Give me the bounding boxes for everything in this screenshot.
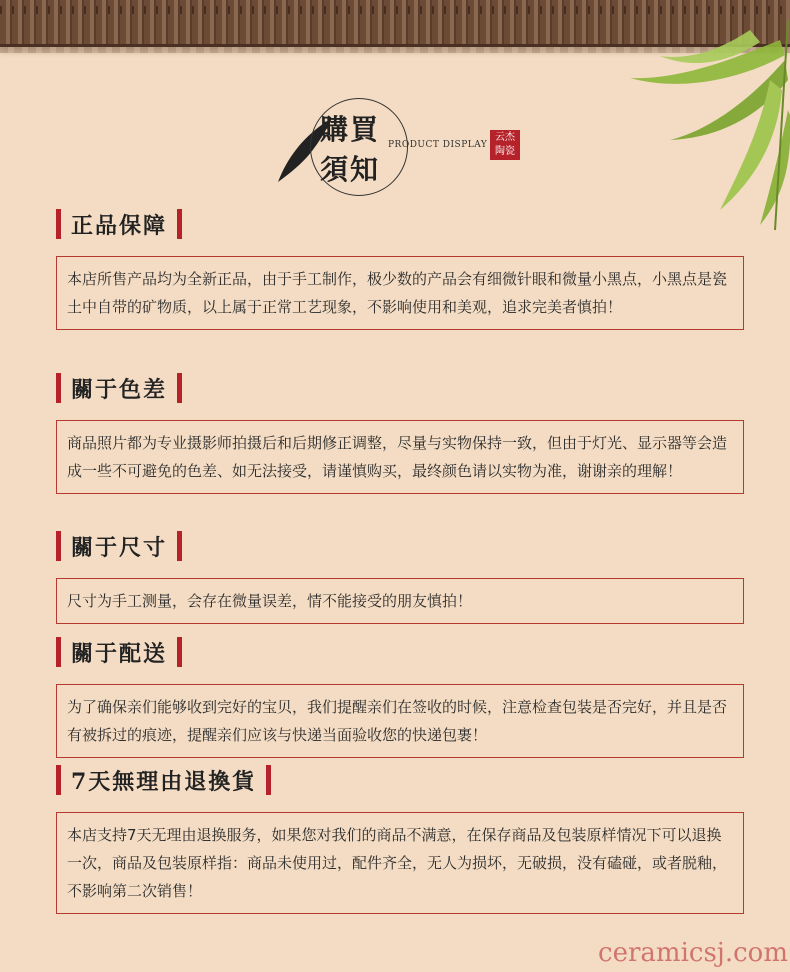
title-bar-right [177,637,182,667]
section-title-text: 關于配送 [71,640,168,667]
purchase-notice-badge [272,96,532,200]
section-body-size: 尺寸为手工测量，会存在微量误差，情不能接受的朋友慎拍！ [56,578,744,624]
title-bar-right [177,209,182,239]
section-title-return [56,762,271,798]
section-title-genuine [56,206,182,242]
section-title-text: 正品保障 [71,212,168,239]
section-body-delivery: 为了确保亲们能够收到完好的宝贝，我们提醒亲们在签收的时候，注意检查包装是否完好，并且是否有被拆过的痕迹，提醒亲们应该与快递当面验收您的快递包裹！ [56,684,744,758]
section-title-text: 關于色差 [71,376,168,403]
brand-seal-stamp: 云杰 陶瓷 [490,130,520,160]
section-body-color: 商品照片都为专业摄影师拍摄后和后期修正调整，尽量与实物保持一致，但由于灯光、显示器等会造成一些不可避免的色差、如无法接受，请谨慎购买，最终颜色请以实物为准，谢谢亲的理解！ [56,420,744,494]
section-title-text: 關于尺寸 [71,534,168,561]
badge-title-line2: 須知 [320,153,381,186]
title-bar-right [266,765,271,795]
section-title-size [56,528,182,564]
site-watermark: ceramicsj.com [598,938,788,968]
title-bar-right [177,373,182,403]
product-display-label: PRODUCT DISPLAY [388,140,488,150]
section-title-text: 7天無理由退換貨 [71,768,257,795]
section-body-genuine: 本店所售产品均为全新正品，由于手工制作，极少数的产品会有细微针眼和微量小黑点，小黑点是瓷土中自带的矿物质，以上属于正常工艺现象，不影响使用和美观，追求完美者慎拍！ [56,256,744,330]
section-title-delivery [56,634,182,670]
section-body-return: 本店支持7天无理由退换服务，如果您对我们的商品不满意，在保存商品及包装原样情况下可以退换一次，商品及包装原样指：商品未使用过，配件齐全，无人为损坏，无破损，没有磕碰，或者脱釉，不影响第二次销售！ [56,812,744,914]
title-bar-right [177,531,182,561]
badge-title-line1: 購買 [320,113,381,146]
bamboo-leaves-icon [610,20,790,230]
section-title-color [56,370,182,406]
